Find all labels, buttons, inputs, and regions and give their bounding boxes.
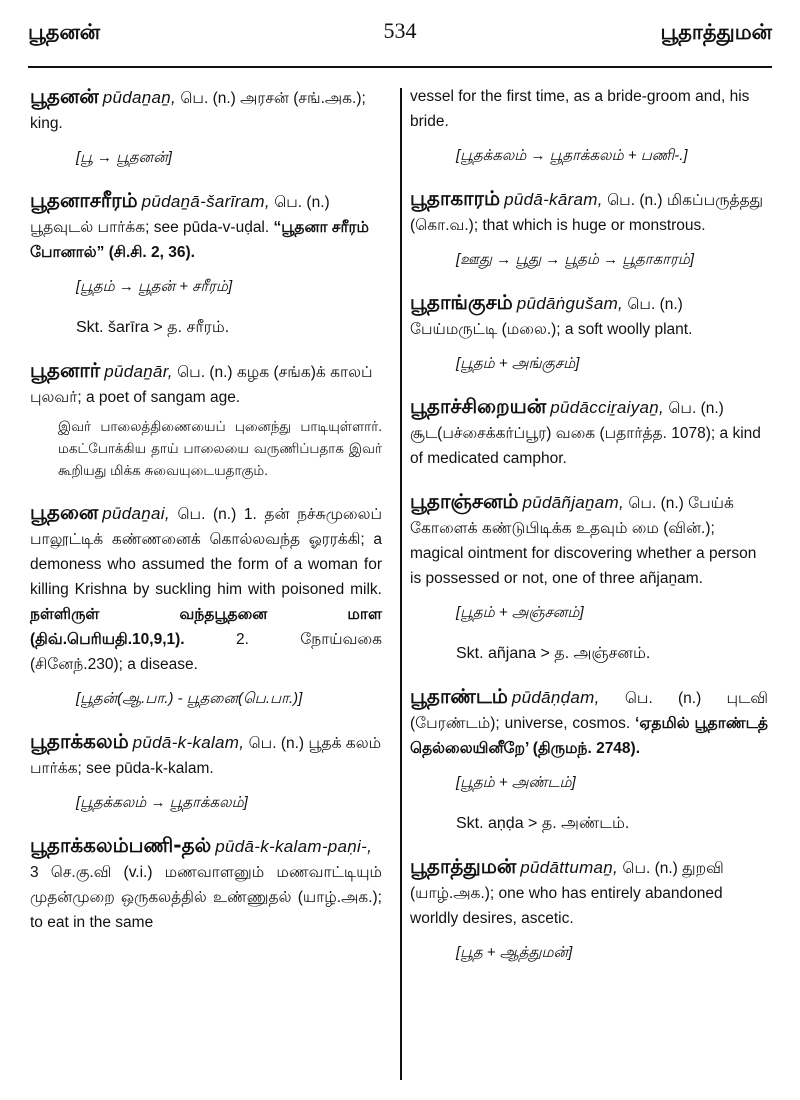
sanskrit-note: Skt. šarīra > த. சரீரம். xyxy=(76,319,230,336)
left-column xyxy=(30,84,382,953)
headword: பூதனன் xyxy=(30,84,99,108)
headword: பூதாக்கலம் xyxy=(30,729,129,753)
sanskrit-note: Skt. aṇḍa > த. அண்டம். xyxy=(456,815,630,832)
citation: “பூதனா சரீரம் போனால்” (சி.சி. 2, 36). xyxy=(30,219,369,261)
transliteration: pūdā-k-kalam-paṇi-, xyxy=(215,837,373,856)
headword: பூதாச்சிறையன் xyxy=(410,394,547,418)
etymology: [பூதக்கலம் → பூதாக்கலம்] xyxy=(76,794,248,811)
definition: பெ. (n.) துறவி (யாழ்.அக.); one who has entirely abandoned worldly desires, ascetic. xyxy=(410,860,724,927)
column-divider xyxy=(400,88,402,1080)
right-column xyxy=(410,84,768,983)
headword: பூதனை xyxy=(30,500,99,524)
transliteration: pūdāñjaṉam, xyxy=(522,493,625,512)
etymology: [பூத + ஆத்துமன்] xyxy=(456,944,573,961)
transliteration: pūdaṉā-šarīram, xyxy=(141,192,270,211)
continued-definition: vessel for the first time, as a bride-groom and, his bride. xyxy=(410,88,750,130)
running-head-right: பூதாத்துமன் xyxy=(660,20,772,44)
headword: பூதாங்குசம் xyxy=(410,290,513,314)
etymology: [பூதன்(ஆ.பா.) - பூதனை(பெ.பா.)] xyxy=(76,690,303,707)
definition: பெ. (n.) பேய்மருட்டி (மலை.); a soft woolly plant. xyxy=(410,296,693,338)
definition-2: 2. நோய்வகை (சினேந்.230); a disease. xyxy=(30,631,382,673)
entry-pudangusam xyxy=(410,290,768,376)
entry-pudanan xyxy=(30,84,382,170)
etymology: [பூதக்கலம் → பூதாக்கலம் + பணி-.] xyxy=(456,147,688,164)
entry-pudakkalampanidal xyxy=(30,833,382,935)
headword: பூதாஞ்சனம் xyxy=(410,489,519,513)
etymology: [பூதம் + அஞ்சனம்] xyxy=(456,604,584,621)
entry-pudandam xyxy=(410,684,768,836)
definition: பெ. (n.) அரசன் (சங்.அக.); king. xyxy=(30,90,366,132)
transliteration: pūdāṇḍam, xyxy=(511,688,600,707)
running-head-left: பூதனன் xyxy=(28,20,101,44)
page-header xyxy=(28,14,772,54)
entry-pudacciraiyan xyxy=(410,394,768,471)
transliteration: pūdācciṟaiyaṉ, xyxy=(550,398,665,417)
citation: நள்ளிருள் வந்தபூதனை மாள (திவ்.பெரியதி.10,9,1). xyxy=(30,606,382,648)
etymology: [ஊது → பூது → பூதம் → பூதாகாரம்] xyxy=(456,251,694,268)
header-rule xyxy=(28,66,772,68)
definition: பெ. (n.) 1. தன் நச்சுமுலைப் பாலூட்டிக் கண்ணனைக் கொல்லவந்த ஓரரக்கி; a demoness who assumed the form of a woman for killing Krishna by suckling him with poisoned milk. xyxy=(30,506,382,598)
definition: பெ. (n.) பூதக் கலம் பார்க்க; see pūda-k-kalam. xyxy=(30,735,382,777)
headword: பூதனாசரீரம் xyxy=(30,188,138,212)
definition: 3 செ.கு.வி (v.i.) மணவாளனும் மணவாட்டியும் முதன்முறை ஒருகலத்தில் உண்ணுதல் (யாழ்.அக.); to eat in the same xyxy=(30,864,382,931)
explanatory-note: இவர் பாலைத்திணையைப் புனைந்து பாடியுள்ளார். மகட்போக்கிய தாய் பாலையை வருணிப்பதாக இவர் கூறியது மிக்க சுவையுடையதாகும். xyxy=(58,419,382,478)
etymology: [பூ → பூதனன்] xyxy=(76,149,172,166)
transliteration: pūdā-kāram, xyxy=(504,190,603,209)
headword: பூதனார் xyxy=(30,358,101,382)
definition: பெ. (n.) பேய்க் கோளைக் கண்டுபிடிக்க உதவும் மை (வின்.); magical ointment for discovering whether a person is possessed or not, one of three añjaṉam. xyxy=(410,495,757,587)
headword: பூதாக்கலம்பணி-தல் xyxy=(30,833,212,857)
transliteration: pūdāṅgušam, xyxy=(516,294,624,313)
entry-pudanasariram xyxy=(30,188,382,340)
transliteration: pūdaṉai, xyxy=(102,504,170,523)
entry-pudanai xyxy=(30,500,382,711)
definition: பெ. (n.) புடவி (பேரண்டம்); universe, cosmos. xyxy=(410,690,768,732)
entry-pudattuman xyxy=(410,854,768,965)
headword: பூதாண்டம் xyxy=(410,684,508,708)
entry-pudakkalam xyxy=(30,729,382,815)
sanskrit-note: Skt. añjana > த. அஞ்சனம். xyxy=(456,645,651,662)
transliteration: pūdaṉaṉ, xyxy=(102,88,177,107)
definition: பெ. (n.) பூதவுடல் பார்க்க; see pūda-v-uḍal. xyxy=(30,194,330,236)
page-number: 534 xyxy=(383,18,417,43)
definition: பெ. (n.) சூட(பச்சைக்கர்ப்பூர) வகை (பதார்த்த. 1078); a kind of medicated camphor. xyxy=(410,400,761,467)
citation: ‘ஏதமில் பூதாண்டத் தெல்லையினீறே’ (திருமந். 2748). xyxy=(410,715,769,757)
entry-pudakaram xyxy=(410,186,768,272)
transliteration: pūdā-k-kalam, xyxy=(132,733,245,752)
entry-pudanjanam xyxy=(410,489,768,666)
etymology: [பூதம் → பூதன் + சரீரம்] xyxy=(76,278,233,295)
headword: பூதாத்துமன் xyxy=(410,854,517,878)
definition: பெ. (n.) மிகப்பருத்தது (கொ.வ.); that which is huge or monstrous. xyxy=(410,192,764,234)
etymology: [பூதம் + அண்டம்] xyxy=(456,774,576,791)
definition: பெ. (n.) கழக (சங்க)க் காலப் புலவர்; a poet of sangam age. xyxy=(30,364,373,406)
etymology: [பூதம் + அங்குசம்] xyxy=(456,355,580,372)
entry-continuation xyxy=(410,84,768,168)
transliteration: pūdāttumaṉ, xyxy=(520,858,619,877)
entry-pudanar xyxy=(30,358,382,482)
transliteration: pūdaṉār, xyxy=(104,362,173,381)
headword: பூதாகாரம் xyxy=(410,186,501,210)
